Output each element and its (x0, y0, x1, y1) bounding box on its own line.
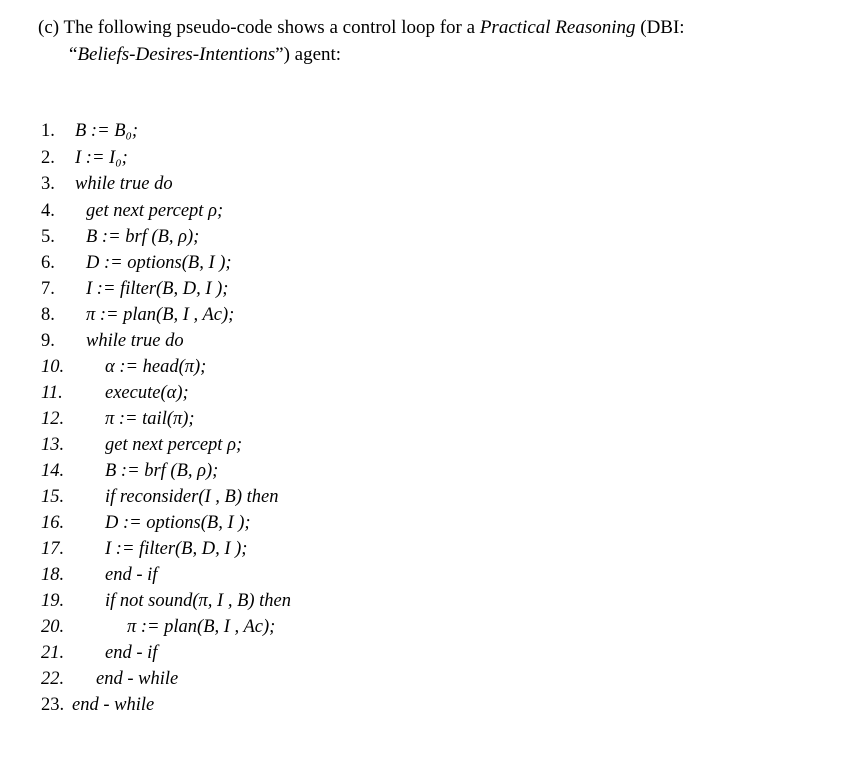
code-statement: get next percept ρ; (105, 435, 243, 455)
code-statement: get next percept ρ; (86, 201, 224, 221)
code-statement: π := plan(B, I , Ac); (86, 305, 235, 325)
line-number: 7. (41, 279, 55, 299)
question-open-quote: “ (69, 44, 78, 65)
code-statement: I := filter(B, D, I ); (105, 539, 248, 559)
code-statement: while true do (86, 331, 184, 351)
code-statement: I := I₀; (75, 148, 128, 168)
question-emphasis: Practical Reasoning (479, 17, 636, 38)
line-number: 11. (41, 383, 63, 403)
code-statement: π := tail(π); (105, 409, 195, 429)
line-number: 3. (41, 174, 55, 194)
code-statement: end - if (105, 565, 158, 585)
line-number: 21. (41, 643, 65, 663)
line-number: 17. (41, 539, 65, 559)
line-number: 2. (41, 148, 55, 168)
code-statement: α := head(π); (105, 357, 207, 377)
code-statement: if not sound(π, I , B) then (105, 591, 292, 611)
code-statement: B := B₀; (75, 121, 139, 141)
question-line-1 (38, 14, 828, 41)
code-statement: B := brf (B, ρ); (105, 461, 219, 481)
question-prefix: (c) The following pseudo-code shows a control loop for a (38, 17, 480, 38)
line-number: 8. (41, 305, 55, 325)
line-number: 14. (41, 461, 65, 481)
code-statement: D := options(B, I ); (86, 253, 232, 273)
line-number: 4. (41, 201, 55, 221)
code-statement: end - while (96, 669, 179, 689)
code-statement: end - if (105, 643, 158, 663)
line-number: 10. (41, 357, 65, 377)
question-line-2 (38, 41, 828, 68)
line-number: 18. (41, 565, 65, 585)
code-statement: while true do (75, 174, 173, 194)
code-statement: execute(α); (105, 383, 189, 403)
code-statement: end - while (72, 695, 155, 715)
line-number: 5. (41, 227, 55, 247)
line-number: 19. (41, 591, 65, 611)
line-number: 23. (41, 695, 65, 715)
line-number: 12. (41, 409, 65, 429)
line-number: 1. (41, 121, 55, 141)
code-statement: π := plan(B, I , Ac); (127, 617, 276, 637)
line-number: 15. (41, 487, 65, 507)
line-number: 6. (41, 253, 55, 273)
line-number: 9. (41, 331, 55, 351)
code-statement: I := filter(B, D, I ); (86, 279, 229, 299)
question-close: ”) agent: (275, 44, 342, 65)
code-statement: B := brf (B, ρ); (86, 227, 200, 247)
question-suffix: (DBI: (635, 17, 685, 38)
line-number: 20. (41, 617, 65, 637)
line-number: 22. (41, 669, 65, 689)
line-number: 13. (41, 435, 65, 455)
question-text (38, 14, 828, 68)
line-number: 16. (41, 513, 65, 533)
question-bdi-term: Beliefs-Desires-Intentions (77, 44, 276, 65)
code-statement: if reconsider(I , B) then (105, 487, 279, 507)
code-statement: D := options(B, I ); (105, 513, 251, 533)
